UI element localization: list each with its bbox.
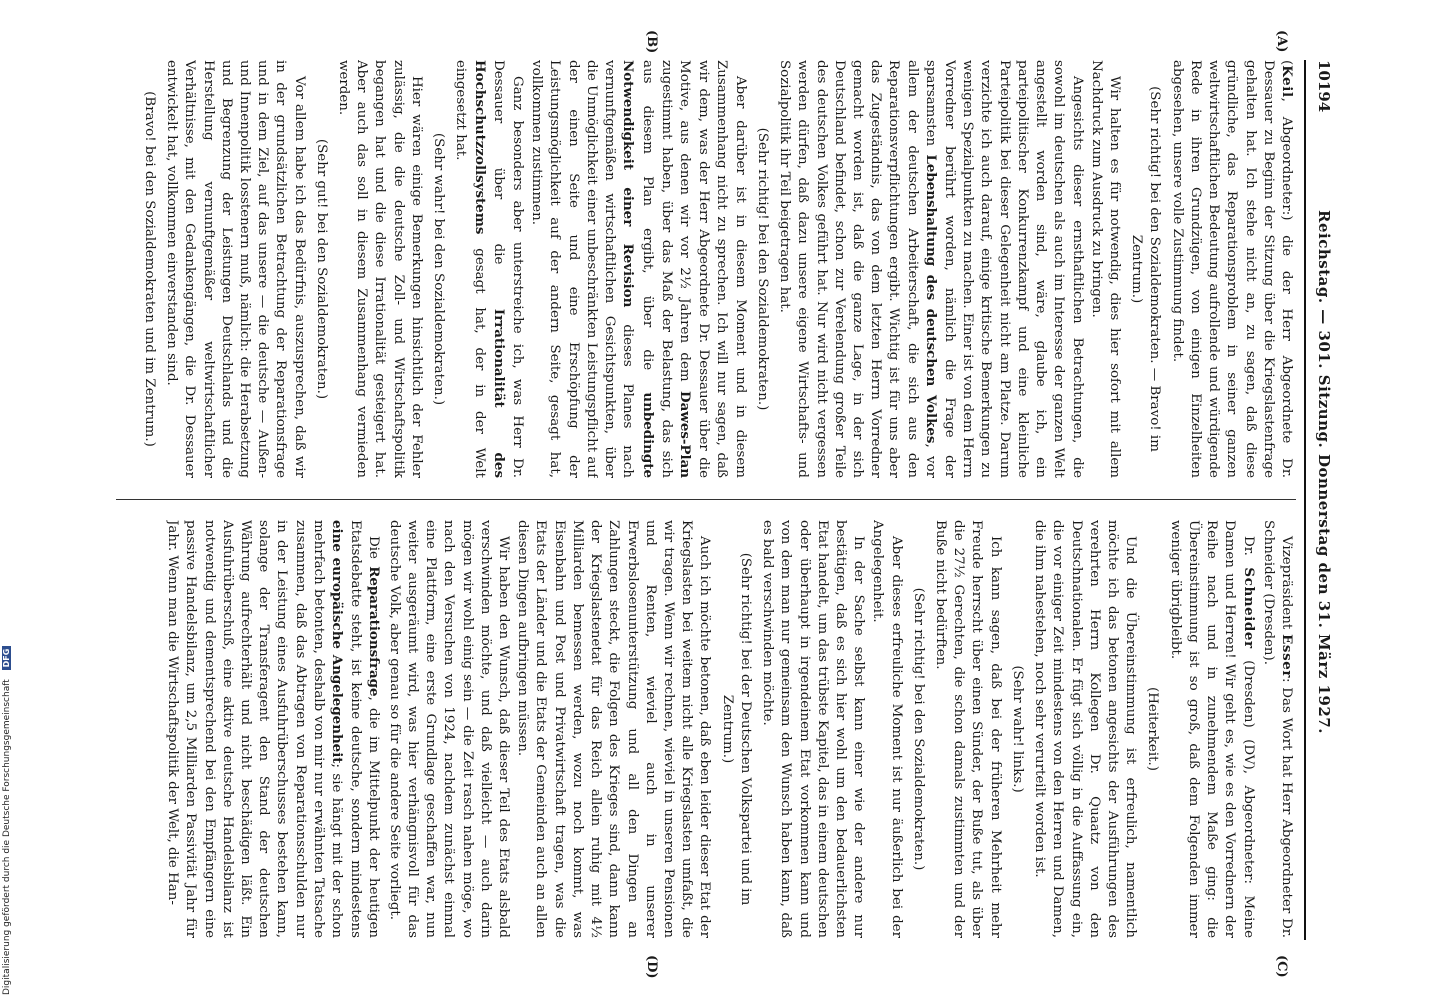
interjection: (Sehr richtig! bei der Deutschen Volkspartei und im Zentrum.) bbox=[719, 552, 753, 906]
paragraph bbox=[451, 60, 526, 478]
column-divider bbox=[116, 499, 1296, 500]
speaker-name: Schneider bbox=[1240, 567, 1257, 649]
dfg-logo: DFG bbox=[2, 646, 11, 671]
footer-strip bbox=[0, 0, 20, 1000]
paragraph: Aber dieses erfreuliche Moment ist nur äußerlich bei der Angelegenheit. bbox=[870, 520, 904, 938]
emphasis: Reparationsfrage bbox=[366, 566, 383, 697]
emphasis: eine europäische Angelegenheit bbox=[329, 520, 346, 764]
paragraph: Wir halten es für notwendig, dies hier sofort mit allem Nachdruck zum Ausdruck zu bringen. bbox=[1088, 60, 1123, 478]
paragraph: Und die Übereinstimmung ist erfreulich, namentlich möchte ich das betonen angesichts der Ausführungen des verehrten Herrn Kollegen Dr. Quaatz von den Deutschnationalen. Er fügt sich völlig in die Auffassung ein, die vor einiger Zeit mindestens von den Herren und Damen, die ihm nahestehen, noch sehr verurteilt worden ist. bbox=[1032, 520, 1139, 938]
interjection: (Sehr richtig! bei den Sozialdemokraten.) bbox=[910, 587, 926, 871]
emphasis: Lebenshaltung des deutschen Volkes bbox=[922, 154, 939, 444]
speaker-role: Dr. bbox=[1240, 536, 1256, 556]
margin-marker-a: (A) bbox=[1274, 30, 1289, 53]
paragraph-text: Aber darüber ist in diesem Moment und in diesem Zusammenhang nicht zu sprechen. Ich will nur sagen, daß wir dem, was der Herr Abgeordnete Dr. Dessauer über die Motive, aus denen wir vor 2½ Jahren dem bbox=[677, 60, 748, 478]
paragraph-text: , vor allem der deutschen Arbeiterschaft, die sich aus den Reparationsverpflichtungen ergibt. Wichtig ist für uns aber das Zugeständnis, das von dem letzten Herrn Vorredner gemacht worden ist, daß die ganze Lage, in der sich Deutschland befindet, schon zur Verelendung großer Teile des deutschen Volkes geführt hat. Nur wird nicht vergessen werden dürfen, daß dazu unsere eigene Wirtschafts- und Sozialpolitik ihr Teil beigetragen hat. bbox=[777, 60, 938, 478]
paragraph-text: Die bbox=[366, 536, 382, 559]
left-column bbox=[76, 60, 1296, 478]
footer-credit bbox=[2, 646, 12, 995]
speaker-role: , Abgeordneter: bbox=[1279, 97, 1294, 216]
interjection: (Sehr wahr! bei den Sozialdemokraten.) bbox=[431, 132, 447, 406]
footer-credit-text: Digitalisierung gefördert durch die Deutsche Forschungsgemeinschaft bbox=[2, 679, 12, 995]
interjection: (Sehr gut! bei den Sozialdemokraten.) bbox=[313, 138, 329, 400]
emphasis: Irrationalität des Hochschutzzollsystems bbox=[471, 60, 507, 478]
paragraph-text: dieses Planes nach vernunftgemäßen wirtschaftlichen Gesichtspunkten, über die Unmöglichkeit einer unbeschränkten Leistungspflicht auf der einen Seite und eine Erschöpfung der Leistungsmöglichkeit auf der andern Seite, gesagt hat, vollkommen zustimmen. bbox=[529, 60, 636, 478]
interjection: (Sehr richtig! bei den Sozialdemokraten. — Bravo! im Zentrum.) bbox=[1129, 86, 1163, 452]
interjection: (Bravo! bei den Sozialdemokraten und im Zentrum.) bbox=[141, 91, 157, 447]
paragraph-text: Ganz besonders aber unterstreiche ich, was Herr Dr. Dessauer über die bbox=[490, 60, 526, 478]
margin-marker-d: (D) bbox=[644, 955, 659, 979]
paragraph-text: zugestimmt haben, über das Maß der Belastung, das sich aus diesem Plan ergibt, über die bbox=[639, 60, 674, 478]
paragraph-text: Angesichts dieser ernsthaftlichen Betrachtungen, die sowohl im deutschen als auch im Interesse der ganzen Welt angestellt worden sind, wäre, glaube ich, ein parteipolitischer Konkurrenzkampf und eine kleinliche Parteipolitik bei dieser Gelegenheit nicht am Platze. Darum verzichte ich auch darauf, einige kritische Bemerkungen zu wenigen Spezialpunkten zu machen. Einer ist von dem Herrn Vorredner berührt worden, nämlich die Frage der sparsamsten bbox=[922, 60, 1085, 478]
paragraph-text: (Dresden) (DV), Abgeordneter: Meine Damen und Herren! Wir geht es, wie es den Vorrednern der Reihe nach und in zunehmendem Maße ging: die Übereinstimmung ist so groß, daß dem Folgenden immer weniger übrigbleibt. bbox=[1167, 520, 1256, 938]
margin-marker-b: (B) bbox=[644, 30, 659, 54]
document-page bbox=[30, 0, 1350, 1000]
paragraph: Wir haben den Wunsch, daß dieser Teil des Etats alsbald verschwinden möchte, und daß vielleicht — auch darin mögen wir wohl einig sein — die Zeit rasch nahen möge, wo nach den Versuchen von 1924, nachdem zunächst einmal eine Plattform, eine erste Grundlage geschaffen war, nun weiter ausgeräumt wird, was hier verhängnisvoll für das deutsche Volk, aber genau so für die andere Seite vorliegt. bbox=[386, 520, 512, 938]
emphasis: Dawes-Plan bbox=[677, 391, 693, 478]
paragraph: (Keil, Abgeordneter:) die der Herr Abgeordnete Dr. Dessauer zu Beginn der Sitzung über die Kriegslastenfrage gehalten hat. Ich stehe nicht an, zu sagen, daß diese gründliche, das Reparationsproblem in seiner ganzen weltwirtschaftlichen Bedeutung aufrollende und würdigende Rede in ihren Grundzügen, von einigen Einzelheiten abgesehen, unsere volle Zustimmung findet. bbox=[1169, 60, 1295, 478]
interjection: (Heiterkeit.) bbox=[1145, 687, 1161, 771]
paragraph bbox=[775, 60, 1086, 478]
paragraph-text: , die im Mittelpunkt der heutigen Etatsdebatte steht, ist keine deutsche, sondern mindestens bbox=[348, 520, 382, 938]
right-column bbox=[76, 520, 1296, 938]
paragraph bbox=[527, 60, 749, 478]
paragraph bbox=[163, 520, 384, 938]
speaker-role: Vizepräsident bbox=[1279, 536, 1294, 630]
paragraph bbox=[1259, 520, 1296, 938]
paragraph-text: : Das Wort hat Herr Abgeordneter Dr. Schneider (Dresden). bbox=[1260, 520, 1294, 938]
page-number: 10194 bbox=[1315, 60, 1333, 113]
paragraph: Ich kann sagen, daß bei der früheren Mehrheit mehr Freude herrscht über einen Sünder, der Buße tut, als über die 27½ Gerechten, die schon damals zustimmten und der Buße nicht bedürften. bbox=[933, 520, 1003, 938]
paragraph-text: die der Herr Abgeordnete Dr. Dessauer zu Beginn der Sitzung über die Kriegslastenfrage gehalten hat. Ich stehe nicht an, zu sagen, daß diese gründliche, das Reparationsproblem in seiner ganzen weltwirtschaftlichen Bedeutung aufrollende und würdigende Rede in ihren Grundzügen, von einigen Einzelheiten abgesehen, unsere volle Zustimmung findet. bbox=[1169, 60, 1294, 478]
speaker-name: Keil bbox=[1279, 65, 1295, 98]
interjection: (Sehr richtig! bei den Sozialdemokraten.) bbox=[754, 127, 770, 411]
paragraph: Auch ich möchte betonen, daß eben leider dieser Etat der Kriegslasten bei weitem nicht alle Kriegslasten umfaßt, die wir tragen. Wenn wir rechnen, wieviel in unseren Pensionen und Renten, wieviel auch in unserer Erwerbslosenunterstützung und all den Dingen an Zahlungen steckt, die Folgen des Krieges sind, dann kann der Kriegslastenetat für das Reich allein ruhig mit 4½ Milliarden bemessen werden, wozu noch kommt, was Eisenbahn und Post und Privatwirtschaft tragen, was die Etats der Länder und die Etats der Gemeinden auch an allen diesen Dingen aufbringen müssen. bbox=[515, 520, 713, 938]
paragraph: Hier wären einige Bemerkungen hinsichtlich der Fehler zulässig, die die deutsche Zoll- und Wirtschaftspolitik begangen hat und die diese Irrationalität gesteigert hat. Aber auch das soll in diesem Zusammenhang vermieden werden. bbox=[336, 60, 424, 478]
emphasis: unbedingte Notwendigkeit einer Revision bbox=[620, 60, 656, 478]
interjection: (Sehr wahr! links.) bbox=[1009, 665, 1025, 793]
page-header bbox=[1304, 60, 1340, 940]
paragraph-text: gesagt hat, der in der Welt eingesetzt hat. bbox=[453, 60, 487, 478]
running-head: Reichstag. — 301. Sitzung. Donnerstag den 31. März 1927. bbox=[1315, 210, 1333, 734]
paragraph: In der Sache selbst kann einer wie der andere nur bestätigen, daß es sich hier wohl um den bedauerlichsten Etat handelt, um das trübste Kapitel, das in einem deutschen oder überhaupt in irgendeinem Etat vorkommen kann und von dem man nur gemeinsam den Wunsch haben kann, daß es bald verschwinden möchte. bbox=[760, 520, 867, 938]
margin-marker-c: (C) bbox=[1274, 955, 1289, 978]
paragraph: Vor allem habe ich das Bedürfnis, auszusprechen, daß wir in der grundsätzlichen Betrachtung der Reparationsfrage und in dem Ziel, auf das unsere — die deutsche — Außen- und Innenpolitik losstenern muß, nämlich: die Herabsetzung und Begrenzung der Leistungen Deutschlands und die Herstellung vernunftgemäßer weltwirtschaftlicher Verhältnisse, mit den Gedankengängen, die Dr. Dessauer entwickelt hat, vollkommen einverstanden sind. bbox=[164, 60, 307, 478]
paragraph-text: ; sie hängt mit der schon mehrfach betonten, deshalb von mir nur erwähnten Tatsache zusammen, daß das Abtragen von Reparationsschulden nur in der Leistung eines Ausfuhrüberschusses bestehen kann, solange der Transferagent den Stand der deutschen Währung aufrechterhält und nicht beschädigen läßt. Ein Ausfuhrüberschuß, eine aktive deutsche Handelsbilanz ist notwendig und dementsprechend bei den Empfängern eine passive Handelsbilanz, um 2,5 Milliarden Passivität Jahr für Jahr. Wenn man die Wirtschaftspolitik der Welt, die Han- bbox=[165, 520, 345, 938]
paragraph bbox=[1165, 520, 1257, 938]
speaker-name: Esser bbox=[1279, 634, 1295, 678]
